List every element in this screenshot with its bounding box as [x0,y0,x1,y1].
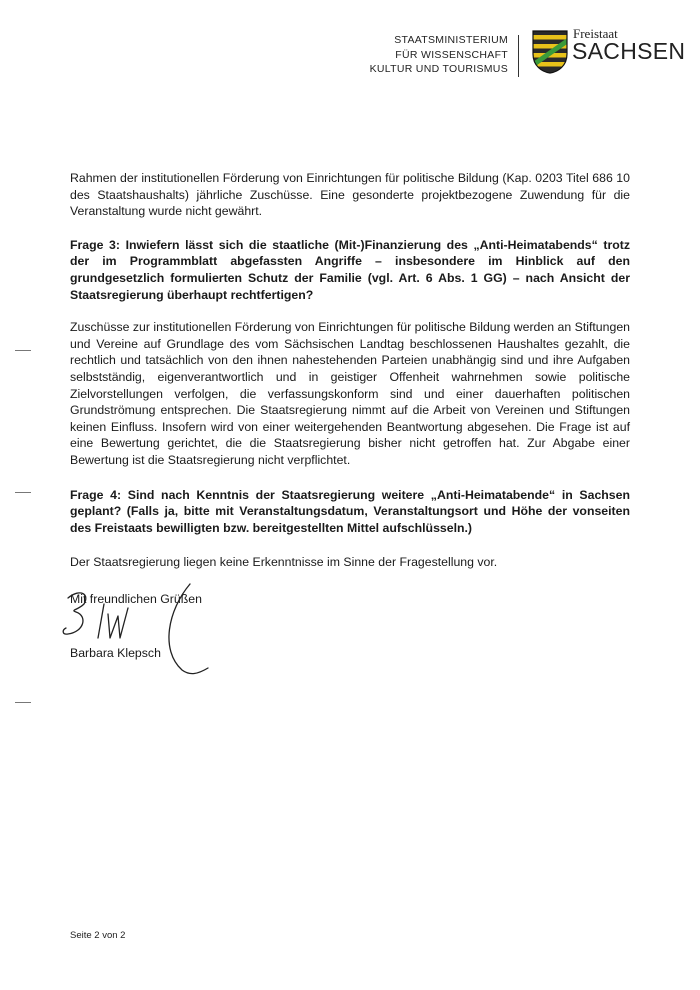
fold-mark-1 [15,350,31,351]
state-label-large: SACHSEN [572,38,686,64]
signer-name: Barbara Klepsch [70,646,161,660]
ministry-line-2: FÜR WISSENSCHAFT [395,48,508,61]
intro-paragraph: Rahmen der institutionellen Förderung von Einrichtungen für politische Bildung (Kap. 0203 Titel 686 10 des Staatshaushalts) jährliche Zuschüsse. Eine gesonderte projektbezogene Zuwendung für die Veranstaltung wurde nicht gewährt. [70,171,630,219]
letterhead-divider [518,35,519,77]
letter-body [70,170,630,607]
page-number: Seite 2 von 2 [70,930,126,941]
question-3: Frage 3: Inwiefern lässt sich die staatliche (Mit-)Finanzierung des „Anti-Heimatabends“ trotz der im Programmblatt abgefassten Angriffe – insbesondere im Hinblick auf den grundgesetzlich formulierten Schutz der Familie (vgl. Art. 6 Abs. 1 GG) – nach Ansicht der Staatsregierung überhaupt rechtfertigen? [70,237,630,302]
ministry-line-3: KULTUR UND TOURISMUS [369,63,508,75]
answer-3: Zuschüsse zur institutionellen Förderung von Einrichtungen für politische Bildung werden an Stiftungen und Vereine auf Grundlage des vom Sächsischen Landtag beschlossenen Haushaltes gezahlt, die rechtlich und tatsächlich von den ihnen nahestehenden Parteien unabhängig sind und ihre Aufgaben selbstständig, eigenverantwortlich und in geistiger Offenheit wahrnehmen sowie politische Zielvorstellungen verfolgen, die verfassungskonform sind und einer dauerhaften politischen Grundströmung entsprechen. Die Staatsregierung nimmt auf die Arbeit von Vereinen und Stiftungen keinen Einfluss. Insofern wird von einer weitergehenden Beantwortung abgesehen. Die Frage ist auf eine Bewertung gerichtet, die die Staatsregierung bisher nicht getroffen hat. Zur Abgabe einer Bewertung ist die Staatsregierung nicht verpflichtet. [70,320,630,467]
ministry-line-1: STAATSMINISTERIUM [394,34,508,46]
closing-greeting: Mit freundlichen Grüßen [70,591,202,606]
handwritten-signature [58,580,228,680]
ministry-name [308,33,508,77]
answer-4: Der Staatsregierung liegen keine Erkenntnisse im Sinne der Fragestellung vor. [70,555,498,570]
saxony-coat-of-arms-icon [532,30,568,74]
fold-mark-2 [15,492,31,493]
fold-mark-3 [15,702,31,703]
state-label-small: Freistaat [573,26,618,41]
question-4: Frage 4: Sind nach Kenntnis der Staatsregierung weitere „Anti-Heimatabende“ in Sachsen geplant? (Falls ja, bitte mit Veranstaltungsdatum, Veranstaltungsort und Höhe der vonseiten des Freistaats bewilligten bzw. bereitgestellten Mittel aufschlüsseln.) [70,487,630,535]
